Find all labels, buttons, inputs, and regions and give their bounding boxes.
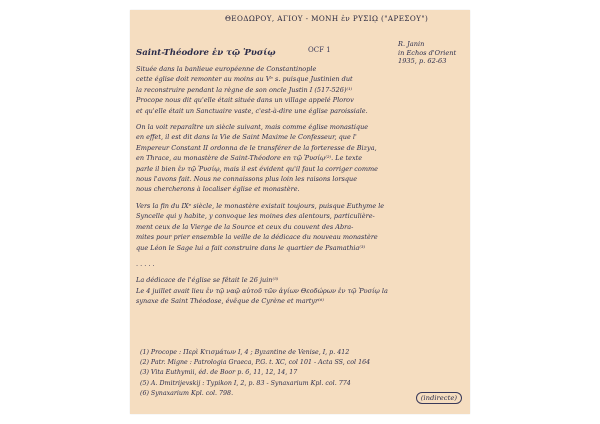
para-1-line: la reconstruire pendant la règne de son oncle Justin I (517-526)⁽¹⁾ [136,85,353,94]
footnote: (6) Synaxarium Kpl. col. 798. [140,389,234,397]
footnote: (3) Vita Euthymii, éd. de Boor p. 6, 11, 12, 14, 17 [140,369,298,377]
corner-note: (indirecte) [416,392,462,404]
footnote: (1) Procope : Περὶ Κτισμάτων I, 4 ; Byzantine de Venise, I, p. 412 [140,349,350,356]
reference-pages: 1935, p. 62-63 [398,57,447,65]
document-title: Saint-Théodore ἐν τῷ Ῥυσίῳ [136,48,276,58]
document-card [130,10,470,414]
para-3-line: que Léon le Sage lui a fait construire dans le quartier de Psamathia⁽³⁾ [136,243,366,252]
para-5-line: Le 4 juillet avait lieu ἐν τῷ ναῷ αὐτοῦ τῶν ἁγίων Θεοδώρων ἐν τῷ Ῥυσίῳ la [136,286,388,295]
para-2-line: parle il bien ἐν τῷ Ῥυσίῳ, mais il est évident qu'il faut la corriger comme [136,164,379,173]
para-1-line: et qu'elle était un Sanctuaire vaste, c'est-à-dire une église paroissiale. [136,106,368,115]
para-1-line: Procope nous dit qu'elle était située dans un village appelé Plorov [136,96,354,105]
header-title: ΘΕΟΔΩΡΟΥ, ΑΓΙΟΥ - ΜΟΝΗ ἐν ΡΥΣΙῼ ("ΑΡΕΣΟΥ") [225,14,429,23]
para-1-line: Située dans la banlieue européenne de Constantinople [136,65,317,73]
para-2-line: en Thrace, au monastère de Saint-Théodore en τῷ Ῥυσίῳ⁽²⁾. Le texte [136,154,363,163]
para-3-line: ment ceux de la Vierge de la Source et ceux du couvent des Abra- [136,222,354,231]
para-5-line: synaxe de Saint Théodose, évêque de Cyrène et martyr⁽⁶⁾ [136,297,324,306]
para-2-line: On la voit reparaître un siècle suivant, mais comme église monastique [136,123,369,132]
para-3-line: Syncelle qui y habite, y convoque les moines des alentours, particulière- [136,212,375,221]
para-1-line: cette église doit remonter au moins au Vᵉ s. puisque Justinien dut [136,75,353,84]
para-5-line: La dédicace de l'église se fêtait le 26 juin⁽⁵⁾ [136,276,279,285]
document-body [136,64,466,307]
para-2-line: nous l'avons fait. Nous ne connaissons plus loin les raisons lorsque [136,175,358,184]
reference-note [398,40,466,66]
stamp-mark: OCF 1 [308,46,331,54]
footnotes [140,348,465,399]
ellipsis-line: . . . . . [136,259,155,268]
para-2-line: en effet, il est dit dans la Vie de Saint Maxime le Confesseur, que l' [136,133,357,142]
para-3-line: Vers la fin du IXᵉ siècle, le monastère existait toujours, puisque Euthyme le [136,201,385,210]
para-2-line: Empereur Constant II ordonna de le transférer de la forteresse de Bizya, [136,143,377,152]
reference-source: in Echos d'Orient [398,48,457,57]
footnote: (5) A. Dmitrijevskij : Typikon I, 2, p. 83 - Synaxarium Kpl. col. 774 [140,379,351,387]
para-3-line: mites pour prier ensemble la veille de la dédicace du nouveau monastère [136,233,378,242]
footnote: (2) Patr. Migne : Patrologia Graeca, P.G. t. XC, col 101 - Acta SS, col 164 [140,359,371,367]
para-2-line: nous chercherons à localiser église et monastère. [136,185,300,194]
reference-author: R. Janin [398,40,425,48]
